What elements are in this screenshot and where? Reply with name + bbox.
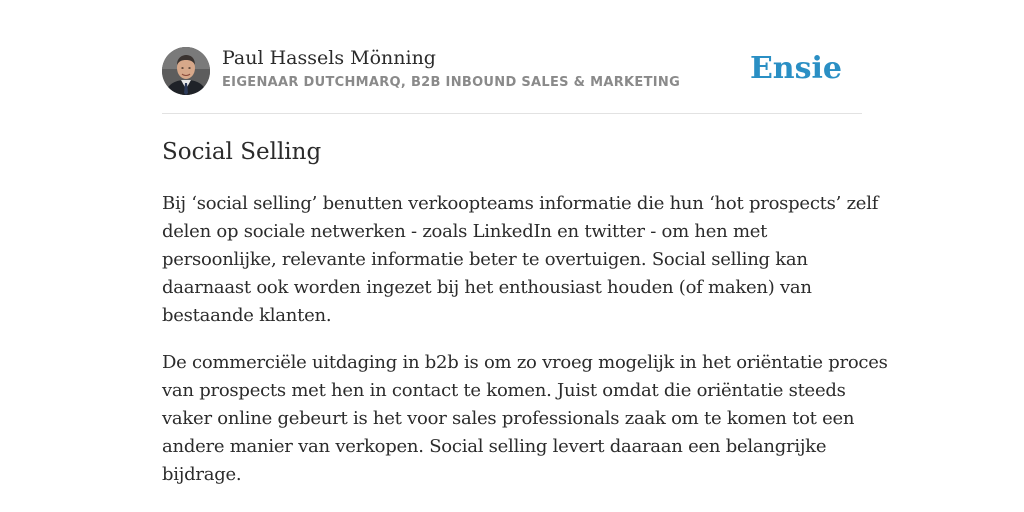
article-paragraph-1	[162, 190, 879, 330]
author-name[interactable]: Paul Hassels Mönning	[222, 47, 436, 69]
paragraph-line: Bij ‘social selling’ benutten verkoopteams informatie die hun ‘hot prospects’ zelf	[162, 193, 879, 214]
person-portrait-icon	[162, 47, 210, 95]
paragraph-line: andere manier van verkopen. Social selling levert daaraan een belangrijke	[162, 436, 827, 457]
paragraph-line: persoonlijke, relevante informatie beter te overtuigen. Social selling kan	[162, 249, 808, 270]
article-paragraph-2	[162, 349, 888, 489]
paragraph-line: De commerciële uitdaging in b2b is om zo vroeg mogelijk in het oriëntatie proces	[162, 352, 888, 373]
paragraph-line: daarnaast ook worden ingezet bij het enthousiast houden (of maken) van	[162, 277, 812, 298]
paragraph-line: bestaande klanten.	[162, 305, 332, 326]
paragraph-line: bijdrage.	[162, 464, 242, 485]
ensie-logo[interactable]: Ensie	[749, 51, 842, 86]
paragraph-line: delen op sociale netwerken - zoals LinkedIn en twitter - om hen met	[162, 221, 768, 242]
author-avatar[interactable]	[162, 47, 210, 95]
content-container	[162, 0, 888, 485]
paragraph-line: vaker online gebeurt is het voor sales professionals zaak om te komen tot een	[162, 408, 855, 429]
article-title: Social Selling	[162, 139, 322, 165]
author-title: EIGENAAR DUTCHMARQ, B2B INBOUND SALES & MARKETING	[222, 75, 681, 90]
paragraph-line: van prospects met hen in contact te komen. Juist omdat die oriëntatie steeds	[162, 380, 846, 401]
author-header	[162, 0, 862, 114]
